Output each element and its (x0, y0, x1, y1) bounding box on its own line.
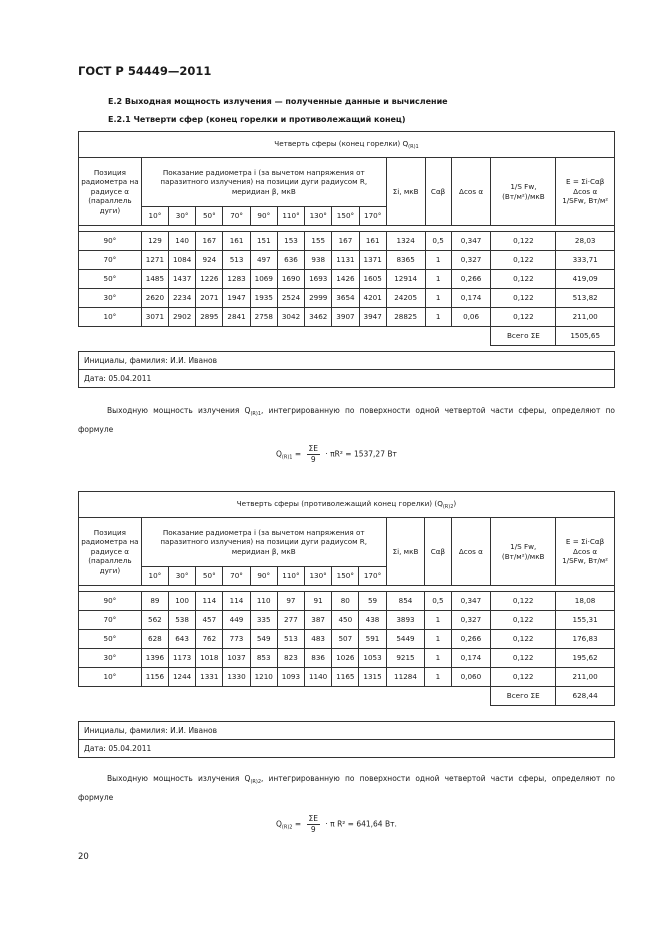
reading-cell: 562 (141, 611, 168, 630)
table-caption (79, 132, 615, 158)
section-subtitle: Е.2.1 Четверти сфер (конец горелки и противолежащий конец) (108, 115, 406, 124)
reading-cell: 938 (305, 251, 332, 270)
reading-cell: 3071 (141, 308, 168, 327)
dcos-header: Δcos α (451, 518, 491, 586)
initials-field: Инициалы, фамилия: И.И. Иванов (79, 352, 615, 370)
formula-fraction (307, 444, 320, 465)
reading-cell: 277 (277, 611, 304, 630)
para-subscript: (R)1 (250, 411, 261, 417)
row-position: 30° (79, 649, 142, 668)
reading-cell: 2902 (169, 308, 196, 327)
e-header-line3: 1/SFw, Вт/м² (562, 556, 609, 566)
row-position: 10° (79, 668, 142, 687)
reading-cell: 1018 (196, 649, 223, 668)
reading-cell: 924 (196, 251, 223, 270)
table-row (79, 270, 615, 289)
reading-cell: 335 (250, 611, 277, 630)
initials-field: Инициалы, фамилия: И.И. Иванов (79, 722, 615, 740)
formula-subscript: (R)1 (281, 454, 293, 461)
formula-q: Q (276, 449, 282, 459)
reading-cell: 513 (277, 630, 304, 649)
e-cell: 333,71 (556, 251, 615, 270)
e-cell: 155,31 (556, 611, 615, 630)
formula-denominator: 9 (310, 825, 316, 834)
cab-cell: 1 (425, 611, 451, 630)
sf-cell: 0,122 (491, 289, 556, 308)
sum-cell: 12914 (386, 270, 425, 289)
sf-cell: 0,122 (491, 611, 556, 630)
sf-header-line1: 1/S Fw, (510, 182, 537, 192)
reading-cell: 167 (196, 232, 223, 251)
reading-cell: 513 (223, 251, 250, 270)
sum-cell: 28825 (386, 308, 425, 327)
row-position: 30° (79, 289, 142, 308)
table-row (79, 630, 615, 649)
reading-cell: 151 (250, 232, 277, 251)
row-position: 50° (79, 270, 142, 289)
reading-cell: 1210 (250, 668, 277, 687)
dcos-cell: 0,347 (451, 592, 491, 611)
formula-numerator: ΣE (308, 814, 319, 823)
position-header: Позиция радиометра на радиусе α (параллель дуги) (79, 158, 142, 226)
formula-tail: π R² = 641,64 Вт. (330, 819, 397, 829)
table-row (79, 232, 615, 251)
sf-header (491, 158, 556, 226)
reading-cell: 1396 (141, 649, 168, 668)
cab-header: Cαβ (425, 518, 451, 586)
cab-cell: 0,5 (425, 232, 451, 251)
reading-cell: 483 (305, 630, 332, 649)
table-row (79, 592, 615, 611)
table-row (79, 308, 615, 327)
table-row (79, 611, 615, 630)
sf-cell: 0,122 (491, 251, 556, 270)
reading-cell: 643 (169, 630, 196, 649)
reading-cell: 140 (169, 232, 196, 251)
e-header-line2: Δcos α (573, 186, 598, 196)
row-position: 10° (79, 308, 142, 327)
reading-cell: 3947 (359, 308, 386, 327)
reading-cell: 538 (169, 611, 196, 630)
reading-cell: 438 (359, 611, 386, 630)
row-position: 90° (79, 592, 142, 611)
sf-cell: 0,122 (491, 270, 556, 289)
reading-header: Показание радиометра i (за вычетом напряжения от паразитного излучения) на позиции дуги радиусом R, меридиан β, мкВ (141, 518, 386, 567)
reading-cell: 1026 (332, 649, 359, 668)
reading-cell: 4201 (359, 289, 386, 308)
dcos-header: Δcos α (451, 158, 491, 226)
dcos-cell: 0,174 (451, 289, 491, 308)
sf-cell: 0,122 (491, 308, 556, 327)
table-row (79, 251, 615, 270)
reading-cell: 114 (196, 592, 223, 611)
cab-cell: 1 (425, 270, 451, 289)
reading-cell: 1331 (196, 668, 223, 687)
dcos-cell: 0,327 (451, 611, 491, 630)
meridian-header: 130° (305, 207, 332, 226)
signature-table (78, 721, 615, 758)
reading-cell: 1690 (277, 270, 304, 289)
reading-cell: 1947 (223, 289, 250, 308)
reading-cell: 1935 (250, 289, 277, 308)
para-text-b: , интегрированную по поверхности одной четвертой части сферы, определяют по формуле (78, 774, 615, 802)
meridian-header: 90° (250, 567, 277, 586)
formula-eq: = (292, 819, 304, 829)
cab-cell: 1 (425, 630, 451, 649)
table-row (79, 289, 615, 308)
cab-cell: 1 (425, 308, 451, 327)
e-header-line2: Δcos α (573, 546, 598, 556)
formula-q: Q (276, 819, 282, 829)
reading-cell: 1173 (169, 649, 196, 668)
reading-cell: 1485 (141, 270, 168, 289)
date-field: Дата: 05.04.2011 (79, 740, 615, 758)
e-header-line1: E = Σi·Cαβ (565, 537, 605, 547)
reading-header: Показание радиометра i (за вычетом напряжения от паразитного излучения) на позиции дуги радиусом R, меридиан β, мкВ (141, 158, 386, 207)
cab-cell: 1 (425, 668, 451, 687)
reading-cell: 2758 (250, 308, 277, 327)
dcos-cell: 0,060 (451, 668, 491, 687)
meridian-header: 10° (141, 207, 168, 226)
reading-cell: 1426 (332, 270, 359, 289)
sf-header-line2: (Вт/м²)/мкВ (502, 191, 545, 201)
cab-cell: 1 (425, 649, 451, 668)
e-cell: 18,08 (556, 592, 615, 611)
reading-cell: 2841 (223, 308, 250, 327)
reading-cell: 129 (141, 232, 168, 251)
reading-cell: 1084 (169, 251, 196, 270)
e-cell: 211,00 (556, 308, 615, 327)
total-label: Всего ΣE (491, 327, 556, 346)
reading-cell: 387 (305, 611, 332, 630)
reading-cell: 114 (223, 592, 250, 611)
reading-cell: 1437 (169, 270, 196, 289)
measurement-table (78, 131, 615, 346)
reading-cell: 1605 (359, 270, 386, 289)
total-value: 1505,65 (556, 327, 615, 346)
reading-cell: 507 (332, 630, 359, 649)
meridian-header: 50° (196, 567, 223, 586)
caption-subscript: (R)2 (442, 503, 454, 510)
reading-cell: 1226 (196, 270, 223, 289)
cab-cell: 0,5 (425, 592, 451, 611)
sum-cell: 9215 (386, 649, 425, 668)
e-cell: 211,00 (556, 668, 615, 687)
formula-eq: = (292, 449, 304, 459)
reading-cell: 161 (359, 232, 386, 251)
formula-fraction (307, 814, 320, 835)
reading-cell: 3907 (332, 308, 359, 327)
e-header-line1: E = Σi·Cαβ (566, 177, 605, 187)
dcos-cell: 0,327 (451, 251, 491, 270)
para-text-a: Выходную мощность излучения Q (107, 774, 251, 783)
meridian-header: 70° (223, 207, 250, 226)
reading-cell: 1371 (359, 251, 386, 270)
sum-cell: 8365 (386, 251, 425, 270)
formula-denominator: 9 (310, 455, 316, 464)
sf-cell: 0,122 (491, 649, 556, 668)
para-text-b: , интегрированную по поверхности одной четвертой части сферы, определяют по формуле (78, 406, 615, 434)
caption-subscript: (R)1 (408, 143, 419, 150)
total-label: Всего ΣE (491, 687, 556, 706)
reading-cell: 1693 (305, 270, 332, 289)
date-field: Дата: 05.04.2011 (79, 370, 615, 388)
empty-cell (79, 687, 491, 706)
reading-cell: 89 (141, 592, 168, 611)
para-text-a: Выходную мощность излучения Q (107, 406, 251, 415)
row-position: 90° (79, 232, 142, 251)
reading-cell: 1093 (277, 668, 304, 687)
reading-cell: 100 (169, 592, 196, 611)
dcos-cell: 0,266 (451, 630, 491, 649)
standard-header: ГОСТ Р 54449—2011 (78, 64, 212, 78)
reading-cell: 1330 (223, 668, 250, 687)
meridian-header: 30° (169, 567, 196, 586)
reading-cell: 3042 (277, 308, 304, 327)
formula-dot: · (323, 819, 331, 829)
dcos-cell: 0,266 (451, 270, 491, 289)
sf-cell: 0,122 (491, 630, 556, 649)
formula (276, 444, 397, 465)
meridian-header: 130° (305, 567, 332, 586)
reading-cell: 110 (250, 592, 277, 611)
para-subscript: (R)2 (250, 779, 261, 785)
formula (276, 814, 397, 835)
reading-cell: 155 (305, 232, 332, 251)
meridian-header: 170° (359, 207, 386, 226)
reading-cell: 836 (305, 649, 332, 668)
reading-cell: 153 (277, 232, 304, 251)
reading-cell: 1165 (332, 668, 359, 687)
reading-cell: 773 (223, 630, 250, 649)
reading-cell: 1069 (250, 270, 277, 289)
reading-cell: 762 (196, 630, 223, 649)
reading-cell: 2999 (305, 289, 332, 308)
reading-cell: 591 (359, 630, 386, 649)
e-cell: 419,09 (556, 270, 615, 289)
e-header (556, 158, 615, 226)
sf-cell: 0,122 (491, 592, 556, 611)
meridian-header: 150° (332, 567, 359, 586)
signature-table (78, 351, 615, 388)
page-number: 20 (78, 852, 89, 862)
e-cell: 195,62 (556, 649, 615, 668)
reading-cell: 1271 (141, 251, 168, 270)
reading-cell: 1140 (305, 668, 332, 687)
sum-cell: 5449 (386, 630, 425, 649)
formula-intro (78, 403, 615, 437)
reading-cell: 1156 (141, 668, 168, 687)
reading-cell: 2071 (196, 289, 223, 308)
reading-cell: 1244 (169, 668, 196, 687)
row-position: 50° (79, 630, 142, 649)
sf-header-line2: (Вт/м²)/мкВ (501, 551, 545, 561)
e-header (556, 518, 615, 586)
meridian-header: 30° (169, 207, 196, 226)
reading-cell: 628 (141, 630, 168, 649)
dcos-cell: 0,174 (451, 649, 491, 668)
total-value: 628,44 (556, 687, 615, 706)
row-position: 70° (79, 251, 142, 270)
formula-numerator: ΣE (308, 444, 319, 453)
formula-dot: · (323, 449, 331, 459)
meridian-header: 110° (277, 207, 304, 226)
sf-header (491, 518, 556, 586)
sum-header: Σi, мкВ (386, 158, 425, 226)
meridian-header: 70° (223, 567, 250, 586)
sf-header-line1: 1/S Fw, (510, 542, 537, 552)
meridian-header: 10° (141, 567, 168, 586)
table-caption (79, 492, 615, 518)
formula-subscript: (R)2 (281, 824, 293, 831)
caption-text: Четверть сферы (конец горелки) Q (274, 138, 409, 148)
formula-intro (78, 771, 615, 805)
dcos-cell: 0,347 (451, 232, 491, 251)
meridian-header: 150° (332, 207, 359, 226)
meridian-header: 110° (277, 567, 304, 586)
sum-cell: 24205 (386, 289, 425, 308)
reading-cell: 450 (332, 611, 359, 630)
sum-cell: 11284 (386, 668, 425, 687)
reading-cell: 167 (332, 232, 359, 251)
e-header-line3: 1/SFw, Вт/м² (562, 196, 609, 206)
reading-cell: 161 (223, 232, 250, 251)
reading-cell: 823 (277, 649, 304, 668)
meridian-header: 50° (196, 207, 223, 226)
cab-cell: 1 (425, 251, 451, 270)
reading-cell: 2620 (141, 289, 168, 308)
caption-paren: ) (453, 498, 457, 508)
reading-cell: 3462 (305, 308, 332, 327)
reading-cell: 2234 (169, 289, 196, 308)
sf-cell: 0,122 (491, 668, 556, 687)
reading-cell: 549 (250, 630, 277, 649)
table-row (79, 668, 615, 687)
sum-cell: 1324 (386, 232, 425, 251)
reading-cell: 80 (332, 592, 359, 611)
reading-cell: 457 (196, 611, 223, 630)
dcos-cell: 0,06 (451, 308, 491, 327)
position-header: Позиция радиометра на радиусе α (параллель дуги) (79, 518, 142, 586)
reading-cell: 2524 (277, 289, 304, 308)
measurement-table (78, 491, 615, 706)
reading-cell: 449 (223, 611, 250, 630)
row-position: 70° (79, 611, 142, 630)
section-title: Е.2 Выходная мощность излучения — полученные данные и вычисление (108, 97, 448, 106)
e-cell: 513,82 (556, 289, 615, 308)
empty-cell (79, 327, 491, 346)
sum-cell: 3893 (386, 611, 425, 630)
reading-cell: 636 (277, 251, 304, 270)
reading-cell: 59 (359, 592, 386, 611)
cab-header: Cαβ (425, 158, 451, 226)
caption-text: Четверть сферы (противолежащий конец горелки) (Q (236, 498, 443, 508)
reading-cell: 1283 (223, 270, 250, 289)
reading-cell: 853 (250, 649, 277, 668)
reading-cell: 97 (277, 592, 304, 611)
sum-header: Σi, мкВ (386, 518, 425, 586)
table-row (79, 649, 615, 668)
e-cell: 28,03 (556, 232, 615, 251)
reading-cell: 1315 (359, 668, 386, 687)
reading-cell: 1053 (359, 649, 386, 668)
reading-cell: 91 (305, 592, 332, 611)
meridian-header: 90° (250, 207, 277, 226)
e-cell: 176,83 (556, 630, 615, 649)
reading-cell: 2895 (196, 308, 223, 327)
reading-cell: 1131 (332, 251, 359, 270)
cab-cell: 1 (425, 289, 451, 308)
reading-cell: 3654 (332, 289, 359, 308)
sf-cell: 0,122 (491, 232, 556, 251)
meridian-header: 170° (359, 567, 386, 586)
sum-cell: 854 (386, 592, 425, 611)
reading-cell: 1037 (223, 649, 250, 668)
reading-cell: 497 (250, 251, 277, 270)
formula-tail: πR² = 1537,27 Вт (330, 449, 397, 459)
